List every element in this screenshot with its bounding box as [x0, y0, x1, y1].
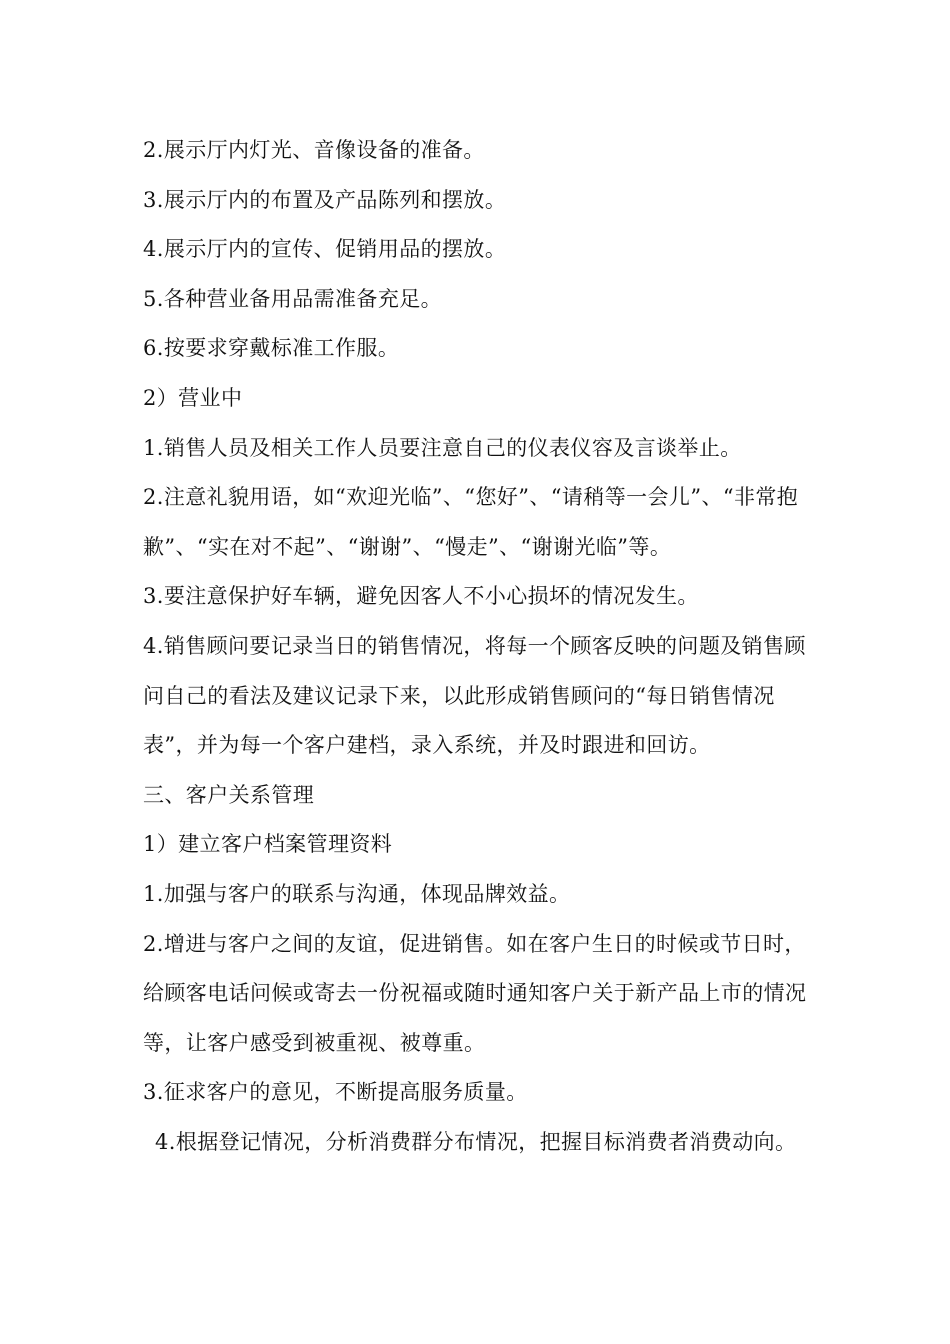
- paragraph-4-sales-record: 4.销售顾问要记录当日的销售情况，将每一个顾客反映的问题及销售顾问自己的看法及建议记录下来，以此形成销售顾问的“每日销售情况表”，并为每一个客户建档，录入系统，并及时跟进和回访。: [143, 633, 806, 758]
- paragraph-6-uniform: 6.按要求穿戴标准工作服。: [143, 336, 400, 361]
- section-heading-customer-files: 1）建立客户档案管理资料: [143, 832, 393, 857]
- paragraph-3-protect-vehicles: 3.要注意保护好车辆，避免因客人不小心损坏的情况发生。: [143, 584, 699, 609]
- paragraph-5-supplies: 5.各种营业备用品需准备充足。: [143, 286, 443, 311]
- paragraph-3-feedback: 3.征求客户的意见，不断提高服务质量。: [143, 1080, 528, 1105]
- section-heading-customer-relations: 三、客户关系管理: [143, 782, 315, 807]
- document-body: [143, 126, 823, 1167]
- paragraph-1-appearance: 1.销售人员及相关工作人员要注意自己的仪表仪容及言谈举止。: [143, 435, 742, 460]
- paragraph-2-friendship: 2.增进与客户之间的友谊，促进销售。如在客户生日的时候或节日时，给顾客电话问候或寄去一份祝福或随时通知客户关于新产品上市的情况等，让客户感受到被重视、被尊重。: [143, 931, 807, 1055]
- paragraph-4-promo: 4.展示厅内的宣传、促销用品的摆放。: [143, 237, 507, 262]
- paragraph-4-analysis: 4.根据登记情况，分析消费群分布情况，把握目标消费者消费动向。: [155, 1129, 797, 1154]
- paragraph-1-communication: 1.加强与客户的联系与沟通，体现品牌效益。: [143, 881, 571, 906]
- paragraph-2-lighting: 2.展示厅内灯光、音像设备的准备。: [143, 138, 485, 162]
- paragraph-3-layout: 3.展示厅内的布置及产品陈列和摆放。: [143, 187, 507, 212]
- paragraph-2-polite-language: 2.注意礼貌用语，如“欢迎光临”、“您好”、“请稍等一会儿”、“非常抱歉”、“实在对不起”、“谢谢”、“慢走”、“谢谢光临”等。: [143, 485, 799, 559]
- section-heading-in-business: 2）营业中: [143, 385, 243, 410]
